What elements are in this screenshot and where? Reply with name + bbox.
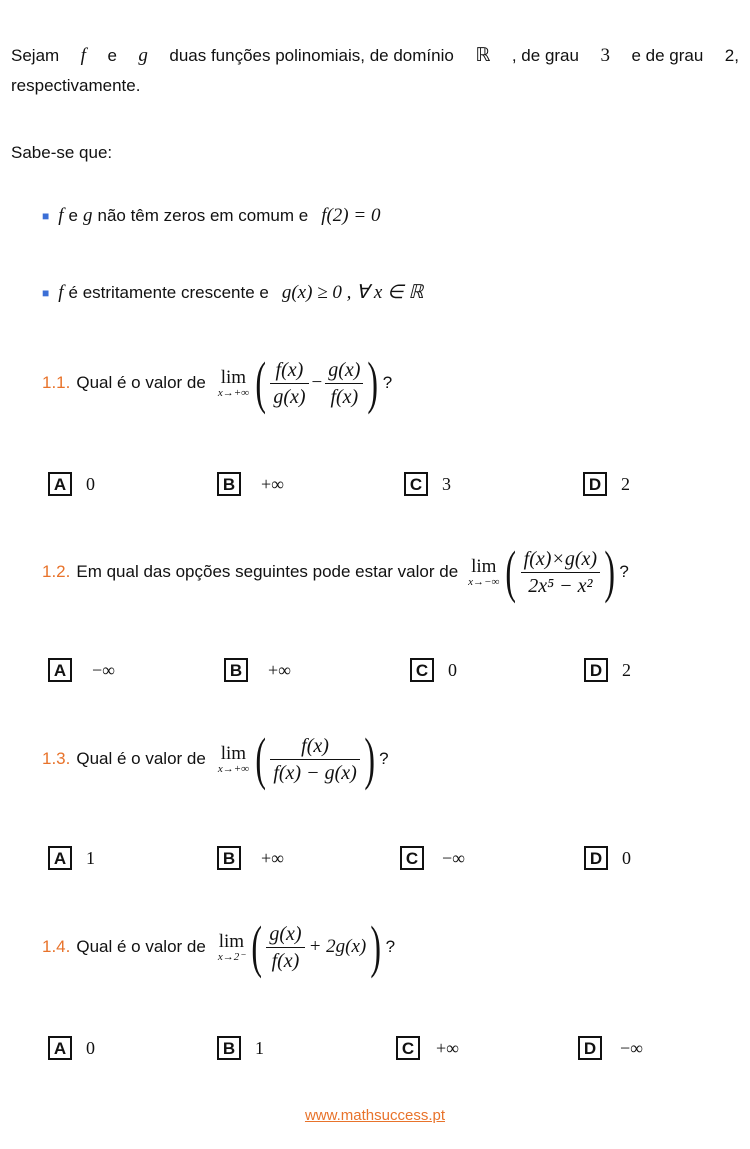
paren-open: (: [255, 350, 266, 415]
question-1-3: [42, 726, 389, 791]
option-b[interactable]: B 1: [217, 1036, 264, 1060]
fraction-1: $\frac{g(x)}{f(x)}$: [266, 921, 304, 974]
question-mark: ?: [379, 749, 389, 768]
intro-and: e: [107, 46, 117, 65]
var-f: f: [80, 45, 86, 66]
paren-close: ): [604, 539, 616, 604]
fraction-1: $\frac{f(x)}{f(x) - g(x)}$: [270, 733, 359, 786]
fraction-2: $\frac{g(x)}{f(x)}$: [325, 357, 363, 410]
question-1-2: [42, 539, 629, 604]
question-text: Qual é o valor de: [76, 937, 206, 956]
fact-1-and: e: [68, 206, 78, 225]
intro-text-c: , de grau: [511, 46, 579, 65]
option-d[interactable]: D 0: [584, 846, 631, 870]
option-b[interactable]: B +∞: [224, 658, 291, 682]
option-d[interactable]: D 2: [583, 472, 630, 496]
question-text: Em qual das opções seguintes pode estar valor de: [76, 562, 459, 581]
option-b[interactable]: B +∞: [217, 472, 284, 496]
limit-operator: lim x→+∞: [217, 366, 249, 399]
question-mark: ?: [385, 937, 396, 956]
fact-1-text: não têm zeros em comum e: [97, 206, 309, 225]
fraction-1: $\frac{f(x)\times g(x)}{\text{2x⁵ − x²}}$: [521, 546, 600, 599]
limit-operator: lim x→+∞: [217, 742, 249, 775]
fraction-1: $\frac{f(x)}{g(x)}$: [270, 357, 308, 410]
question-text: Qual é o valor de: [76, 373, 206, 392]
question-text: Qual é o valor de: [76, 749, 206, 768]
intro-line-1: [11, 44, 739, 67]
paren-close: ): [364, 726, 375, 791]
option-a[interactable]: A 1: [48, 846, 95, 870]
degree-3: 3: [600, 45, 610, 66]
intro-line-2: respectivamente.: [11, 76, 141, 95]
option-b[interactable]: B +∞: [217, 846, 284, 870]
option-d[interactable]: D 2: [584, 658, 631, 682]
know-heading: Sabe-se que:: [11, 143, 113, 162]
reals-symbol: ℝ: [475, 45, 491, 66]
intro-and-degree: e de grau: [631, 46, 704, 65]
fact-2-math: g(x) ≥ 0 , ∀ x ∈ ℝ: [281, 282, 424, 303]
option-a[interactable]: A 0: [48, 1036, 95, 1060]
fact-1-math: f(2) = 0: [321, 205, 381, 226]
fact-1: [42, 205, 380, 227]
paren-close: ): [367, 350, 379, 415]
var-g: g: [138, 45, 148, 66]
question-mark: ?: [382, 373, 393, 392]
limit-operator: lim x→2⁻: [217, 930, 246, 963]
degree-2: 2,: [724, 46, 739, 65]
fact-2: [42, 281, 423, 304]
question-number: 1.1.: [42, 373, 71, 392]
fact-1-g: g: [83, 205, 93, 226]
minus-operator: −: [311, 372, 323, 393]
paren-open: (: [255, 726, 266, 791]
bullet-icon: ■: [42, 209, 50, 223]
paren-open: (: [505, 539, 517, 604]
option-c[interactable]: C −∞: [400, 846, 465, 870]
question-1-1: [42, 350, 393, 415]
option-d[interactable]: D −∞: [578, 1036, 643, 1060]
footer-link[interactable]: www.mathsuccess.pt: [304, 1107, 446, 1124]
question-number: 1.4.: [42, 937, 71, 956]
option-c[interactable]: C +∞: [396, 1036, 459, 1060]
question-number: 1.2.: [42, 562, 71, 581]
intro-text-a: Sejam: [11, 46, 60, 65]
question-1-4: [42, 914, 396, 979]
fact-2-f: f: [58, 281, 64, 303]
question-mark: ?: [619, 562, 629, 581]
fact-1-f: f: [58, 205, 64, 226]
tail-term: + 2g(x): [308, 936, 367, 957]
paren-open: (: [251, 914, 263, 979]
option-a[interactable]: A 0: [48, 472, 95, 496]
question-number: 1.3.: [42, 749, 71, 768]
limit-operator: lim x→−∞: [468, 555, 500, 588]
bullet-icon: ■: [42, 285, 50, 300]
paren-close: ): [370, 914, 382, 979]
option-a[interactable]: A −∞: [48, 658, 115, 682]
fact-2-text: é estritamente crescente e: [68, 282, 269, 302]
intro-text-b: duas funções polinomiais, de domínio: [169, 46, 454, 65]
option-c[interactable]: C 3: [404, 472, 451, 496]
option-c[interactable]: C 0: [410, 658, 457, 682]
